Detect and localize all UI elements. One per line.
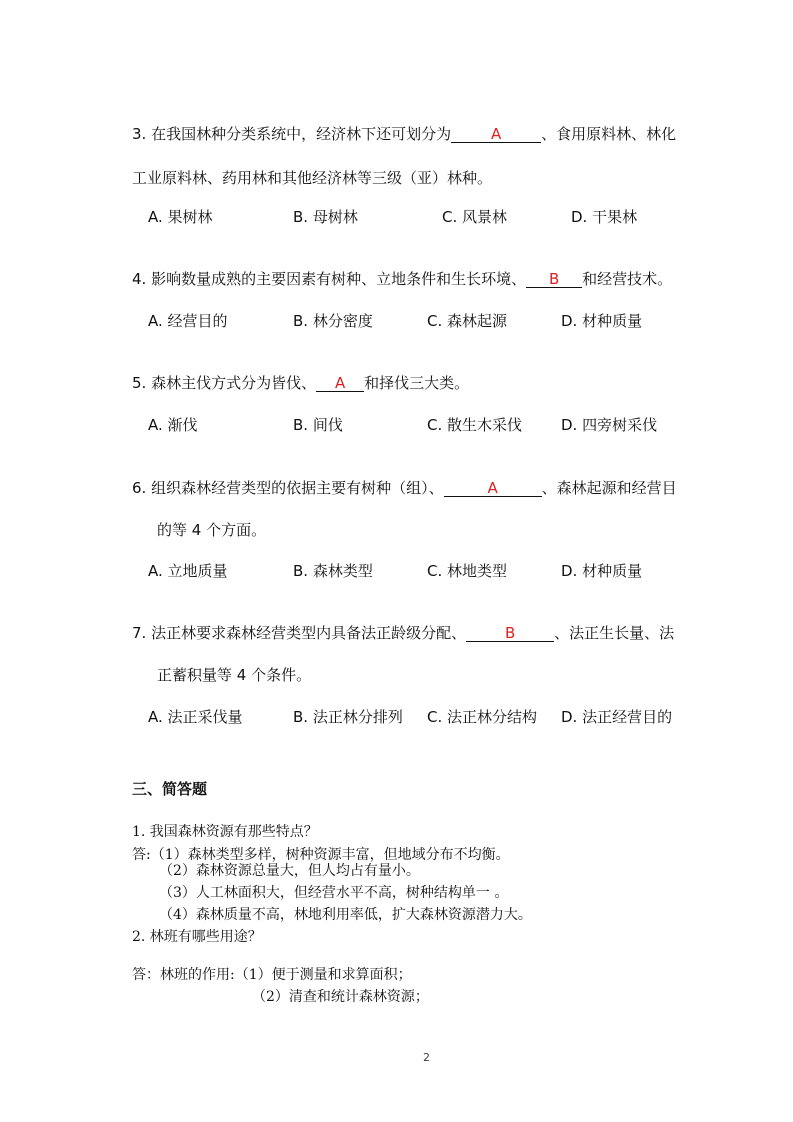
question-number: 7. <box>132 624 147 642</box>
question-number: 5. <box>132 374 147 392</box>
option-b: B. 母树林 <box>293 208 358 226</box>
option-b: B. 林分密度 <box>293 312 373 330</box>
question-number: 6. <box>132 479 147 497</box>
question-text: 和经营技术。 <box>582 270 673 288</box>
option-d: D. 干果林 <box>571 208 638 226</box>
answer-blank: B <box>526 271 582 288</box>
answer-1-line2: （2）森林资源总量大，但人均占有量小。 <box>159 863 420 879</box>
question-number: 3. <box>132 125 147 143</box>
answer-1-line3: （3）人工林面积大，但经营水平不高，树种结构单一 。 <box>159 885 509 901</box>
question-text: 影响数量成熟的主要因素有树种、立地条件和生长环境、 <box>151 270 527 288</box>
question-text: 组织森林经营类型的依据主要有树种（组）、 <box>151 479 444 497</box>
option-c: C. 风景林 <box>442 208 508 226</box>
option-b: B. 间伐 <box>293 416 343 434</box>
answer-blank: A <box>451 126 541 143</box>
question-text: 在我国林种分类系统中，经济林下还可划分为 <box>151 125 452 143</box>
option-d: D. 四旁树采伐 <box>561 416 658 434</box>
option-b: B. 法正林分排列 <box>293 708 403 726</box>
question-number: 4. <box>132 270 147 288</box>
answer-blank: A <box>316 375 364 392</box>
option-d: D. 法正经营目的 <box>561 708 673 726</box>
section-title: 三、简答题 <box>132 780 208 798</box>
question-text: 法正林要求森林经营类型内具备法正龄级分配、 <box>151 624 467 642</box>
question-3-line1 <box>132 125 676 143</box>
option-a: A. 立地质量 <box>148 562 228 580</box>
question-text: 、森林起源和经营目 <box>541 479 677 497</box>
question-4-line1 <box>132 270 672 288</box>
question-7-line1 <box>132 624 674 642</box>
question-6-line2: 的等 4 个方面。 <box>157 521 267 539</box>
option-a: A. 果树林 <box>148 208 213 226</box>
option-d: D. 材种质量 <box>561 312 643 330</box>
option-c: C. 散生木采伐 <box>427 416 523 434</box>
option-c: C. 林地类型 <box>427 562 508 580</box>
question-7-line2: 正蓄积量等 4 个条件。 <box>157 666 312 684</box>
option-a: A. 法正采伐量 <box>148 708 243 726</box>
option-c: C. 森林起源 <box>427 312 508 330</box>
answer-1-line1: 答:（1）森林类型多样，树种资源丰富，但地域分布不均衡。 <box>132 847 510 863</box>
answer-blank: A <box>444 480 542 497</box>
option-a: A. 经营目的 <box>148 312 228 330</box>
answer-1-line4: （4）森林质量不高，林地利用率低，扩大森林资源潜力大。 <box>159 907 532 923</box>
page-number: 2 <box>423 1051 430 1064</box>
question-text: 、食用原料林、林化 <box>541 125 677 143</box>
question-6-line1 <box>132 479 677 497</box>
answer-blank: B <box>466 625 554 642</box>
question-5-line1 <box>132 374 469 392</box>
option-c: C. 法正林分结构 <box>427 708 538 726</box>
option-a: A. 渐伐 <box>148 416 198 434</box>
question-text: 森林主伐方式分为皆伐、 <box>151 374 317 392</box>
question-text: 和择伐三大类。 <box>364 374 470 392</box>
answer-2-line1: 答：林班的作用:（1）便于测量和求算面积； <box>132 967 412 983</box>
question-3-line2: 工业原料林、药用林和其他经济林等三级（亚）林种。 <box>132 169 493 187</box>
short-question-2: 2. 林班有哪些用途？ <box>132 929 262 945</box>
answer-2-line2: （2）清查和统计森林资源； <box>252 989 429 1005</box>
option-d: D. 材种质量 <box>561 562 643 580</box>
question-text: 、法正生长量、法 <box>554 624 675 642</box>
option-b: B. 森林类型 <box>293 562 373 580</box>
short-question-1: 1. 我国森林资源有那些特点？ <box>132 824 318 840</box>
